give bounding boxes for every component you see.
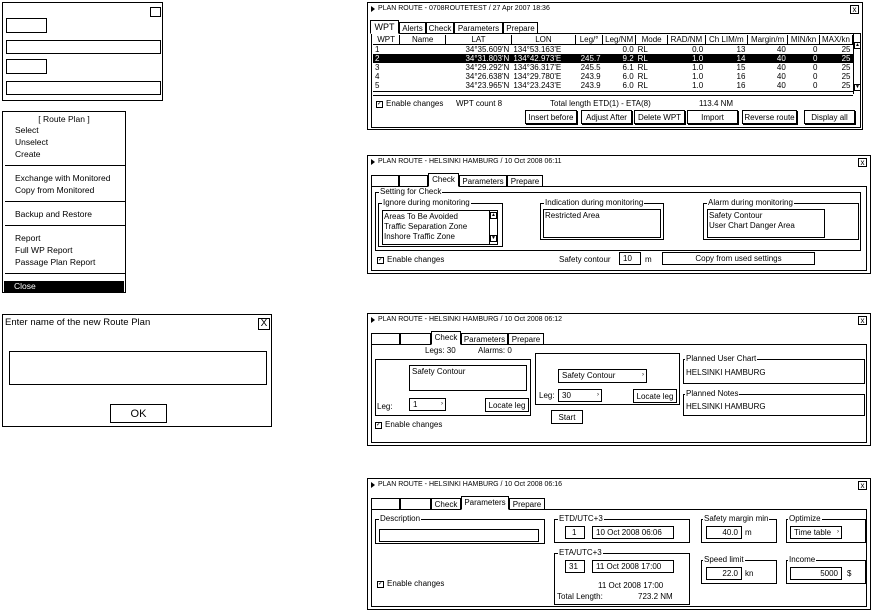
route-name-input[interactable] (9, 351, 267, 385)
table-cell: 15 (736, 63, 746, 72)
route-plan-menu (2, 111, 126, 293)
chevron-right-icon: › (597, 392, 599, 398)
column-header[interactable]: LON (511, 35, 575, 45)
tab-parameters[interactable]: Parameters (459, 175, 507, 187)
menu-separator (5, 225, 125, 226)
delete-wpt-button[interactable]: Delete WPT (634, 110, 685, 124)
planned-user-chart-label: Planned User Chart (686, 354, 757, 363)
alarm-list[interactable] (707, 209, 825, 238)
total-length-value: 723.2 NM (638, 592, 673, 601)
column-header[interactable]: Name (400, 35, 446, 45)
column-header[interactable]: Ch LIM/m (705, 35, 747, 45)
table-scrollbar[interactable] (853, 34, 861, 94)
alarms-count: Alarms: 0 (478, 346, 512, 355)
tab-check[interactable]: Check (426, 22, 454, 34)
table-cell: 9.2 (603, 54, 636, 63)
menu-backup-and-restore[interactable]: Backup and Restore (15, 209, 93, 219)
scroll-up-icon[interactable]: ▲ (491, 212, 496, 218)
table-cell: 34°35.609'N (465, 45, 510, 54)
title-arrow-icon (371, 317, 375, 323)
optimize-label: Optimize (789, 514, 821, 523)
menu-separator (5, 273, 125, 274)
table-cell: 243.9 (580, 72, 601, 81)
leg2-value: 30 (562, 391, 571, 400)
horizontal-scrollbar[interactable] (373, 91, 853, 96)
table-cell: 40 (747, 54, 787, 63)
total-length-value: 113.4 NM (699, 99, 734, 108)
enable-changes-label: Enable changes (385, 420, 443, 429)
tab-prepare[interactable]: Prepare (507, 175, 543, 187)
locate-leg2-button[interactable]: Locate leg (633, 389, 677, 403)
indication-group (540, 198, 664, 240)
leg-selector[interactable] (409, 398, 446, 411)
parameters-panel (371, 509, 867, 607)
total-length-label: Total length ETD(1) - ETA(8) (550, 99, 651, 108)
alarm-item[interactable]: User Chart Danger Area (709, 221, 795, 230)
wpt-count: WPT count 8 (456, 99, 503, 108)
etd-wpt-input[interactable]: 1 (565, 526, 585, 539)
column-header[interactable]: Leg/NM (603, 35, 636, 45)
panel-wide-field-1[interactable] (6, 40, 161, 54)
table-row[interactable] (373, 45, 853, 55)
check-panel (371, 186, 867, 271)
eta-group (554, 548, 690, 605)
safety-margin-group (701, 514, 777, 543)
table-cell: 243.9 (580, 81, 601, 90)
results-list[interactable] (409, 365, 527, 391)
setting-for-check-label: Setting for Check (380, 187, 442, 196)
title-arrow-icon (371, 6, 375, 12)
results-item[interactable]: Safety Contour (412, 367, 466, 376)
menu-unselect[interactable]: Unselect (15, 137, 49, 147)
leg2-label: Leg: (539, 391, 555, 400)
table-cell: 25 (841, 72, 851, 81)
table-cell: 6.1 (622, 63, 634, 72)
wpt-table-frame (371, 33, 861, 128)
menu-exchange-with-monitored[interactable]: Exchange with Monitored (15, 173, 111, 183)
table-cell: 134°42.973'E (511, 54, 575, 63)
eta-label: ETA/UTC+3 (559, 548, 602, 557)
etd-group (554, 514, 690, 543)
safety-contour-input[interactable]: 10 (619, 252, 641, 265)
income-group (786, 555, 866, 584)
column-header[interactable]: MIN/kn (788, 35, 820, 45)
safety-margin-label: Safety margin min (704, 514, 769, 523)
setting-for-check-group (375, 187, 861, 251)
table-cell: 0 (812, 45, 818, 54)
speed-limit-unit: kn (745, 569, 754, 578)
table-cell: 16 (736, 81, 746, 90)
table-cell: 25 (819, 54, 852, 63)
plan-route-window-check-run (367, 313, 871, 446)
leg-value: 1 (413, 400, 418, 409)
safety-contour-unit: m (645, 255, 652, 264)
table-cell: 1.0 (692, 72, 704, 81)
chevron-right-icon: › (441, 401, 443, 407)
table-cell: 134°29.780'E (513, 72, 562, 81)
table-cell (400, 81, 446, 90)
wpt-table-wrap[interactable] (373, 35, 853, 93)
alarm-type-dropdown[interactable] (558, 369, 647, 383)
table-cell (400, 72, 446, 81)
table-cell: 40 (776, 72, 786, 81)
table-cell: 0.0 (692, 45, 704, 54)
description-group (375, 514, 545, 544)
planned-notes-group (683, 389, 865, 416)
table-cell: 4 (375, 72, 380, 81)
optimize-value: Time table (794, 528, 832, 537)
menu-close[interactable]: Close (4, 281, 124, 292)
eta-date-input[interactable]: 11 Oct 2008 17:00 (592, 560, 674, 573)
table-cell: 16 (736, 72, 746, 81)
tab-prepare[interactable]: Prepare (509, 498, 545, 510)
table-cell: 2 (373, 54, 400, 63)
table-cell: 6.0 (622, 81, 634, 90)
table-cell: RL (637, 81, 648, 90)
ignore-list[interactable] (382, 210, 498, 245)
title-arrow-icon (371, 159, 375, 165)
adjust-after-button[interactable]: Adjust After (581, 110, 632, 124)
tab-alerts[interactable]: Alerts (399, 22, 426, 34)
ok-button[interactable]: OK (110, 404, 167, 423)
tab-wpt[interactable]: WPT (370, 20, 399, 34)
title-arrow-icon (371, 482, 375, 488)
enable-changes-checkbox[interactable]: ✓ (378, 257, 384, 263)
table-cell: 40 (776, 81, 786, 90)
table-cell: 40 (776, 45, 786, 54)
tab-check[interactable]: Check (431, 498, 461, 510)
alarm-item[interactable]: Safety Contour (709, 211, 763, 220)
ignore-item[interactable]: Traffic Separation Zone (384, 222, 468, 231)
enable-changes-label: Enable changes (387, 579, 445, 588)
table-cell: 14 (705, 54, 747, 63)
ignore-item[interactable]: Areas To Be Avoided (384, 212, 458, 221)
alarm-label: Alarm during monitoring (708, 198, 793, 207)
window-title: PLAN ROUTE - 0708ROUTETEST / 27 Apr 2007 18:36 (378, 5, 550, 12)
table-cell: 0 (812, 81, 818, 90)
income-input[interactable]: 5000 (790, 567, 842, 580)
table-cell (576, 45, 603, 55)
enable-changes-label: Enable changes (387, 255, 445, 264)
optimize-group (786, 514, 866, 543)
etd-date-input[interactable]: 10 Oct 2008 06:06 (592, 526, 674, 539)
menu-separator (5, 165, 125, 166)
menu-passage-plan-report[interactable]: Passage Plan Report (15, 257, 96, 267)
enable-changes-checkbox[interactable]: ✓ (377, 101, 383, 107)
leg-label: Leg: (377, 402, 393, 411)
column-header[interactable]: Mode (636, 35, 668, 45)
ignore-scrollbar[interactable] (489, 211, 497, 244)
description-input[interactable] (379, 529, 539, 542)
ignore-label: Ignore during monitoring (383, 198, 470, 207)
indication-label: Indication during monitoring (545, 198, 644, 207)
table-cell: 1 (375, 45, 380, 54)
table-cell: RL (637, 72, 648, 81)
column-header[interactable]: WPT (373, 35, 400, 45)
menu-title: [ Route Plan ] (38, 114, 90, 124)
close-icon[interactable]: x (858, 481, 867, 490)
display-all-button[interactable]: Display all (804, 110, 855, 124)
panel-wide-field-2[interactable] (6, 81, 161, 95)
ignore-item[interactable]: Inshore Traffic Zone (384, 232, 455, 241)
eta-calculated: 11 Oct 2008 17:00 (598, 581, 664, 590)
table-cell: 1.0 (692, 81, 704, 90)
indication-list[interactable] (543, 209, 661, 238)
panel-close-box[interactable] (150, 7, 161, 17)
tab-parameters[interactable]: Parameters (454, 22, 503, 34)
tab-check[interactable]: Check (431, 331, 461, 345)
dialog-title: Enter name of the new Route Plan (5, 317, 151, 328)
table-cell: 245.7 (576, 54, 603, 63)
table-cell: 1.0 (668, 54, 706, 63)
window-title: PLAN ROUTE - HELSINKI HAMBURG / 10 Oct 2008 06:12 (378, 316, 563, 323)
table-cell: 134°36.317'E (513, 63, 562, 72)
indication-item[interactable]: Restricted Area (545, 211, 600, 220)
column-header[interactable]: Margin/m (747, 35, 787, 45)
safety-margin-unit: m (745, 528, 752, 537)
table-cell: RL (637, 63, 648, 72)
planned-notes-label: Planned Notes (686, 389, 739, 398)
menu-select[interactable]: Select (15, 125, 39, 135)
speed-limit-input[interactable]: 22.0 (706, 567, 742, 580)
wpt-table[interactable] (373, 35, 853, 90)
close-icon[interactable]: x (858, 158, 867, 167)
scroll-down-icon[interactable]: ▼ (855, 84, 860, 90)
column-header[interactable]: MAX/kn (819, 35, 852, 45)
panel-small-field-2[interactable] (6, 59, 47, 74)
locate-leg-button[interactable]: Locate leg (485, 398, 529, 412)
etd-label: ETD/UTC+3 (559, 514, 603, 523)
table-cell: 13 (736, 45, 746, 54)
close-icon[interactable]: x (850, 5, 859, 14)
planned-notes-value: HELSINKI HAMBURG (686, 402, 766, 411)
table-cell: 134°53.163'E (513, 45, 562, 54)
menu-full-wp-report[interactable]: Full WP Report (15, 245, 73, 255)
table-cell: 245.5 (580, 63, 601, 72)
table-cell: 5 (375, 81, 380, 90)
new-route-name-dialog (2, 314, 272, 427)
safety-contour-label: Safety contour (559, 255, 611, 264)
window-title: PLAN ROUTE - HELSINKI HAMBURG / 10 Oct 2008 06:16 (378, 481, 563, 488)
description-label: Description (380, 514, 421, 523)
table-row[interactable] (373, 63, 853, 72)
plan-route-window-wpt (367, 2, 863, 130)
table-row[interactable] (373, 81, 853, 90)
tab-check[interactable]: Check (428, 173, 459, 187)
table-cell: 34°23.965'N (465, 81, 510, 90)
table-cell: 134°23.243'E (513, 81, 562, 90)
insert-before-button[interactable]: Insert before (525, 110, 577, 124)
menu-separator (5, 201, 125, 202)
alarm-run-group (535, 353, 680, 405)
tab-prepare[interactable]: Prepare (508, 333, 544, 345)
leg2-selector[interactable] (558, 389, 602, 402)
planned-user-chart-value: HELSINKI HAMBURG (686, 368, 766, 377)
table-cell: 25 (841, 63, 851, 72)
speed-limit-group (701, 555, 777, 584)
start-button[interactable]: Start (551, 410, 583, 424)
tab-parameters[interactable]: Parameters (461, 496, 509, 510)
table-cell: 40 (776, 63, 786, 72)
table-cell: 34°31.803'N (446, 54, 512, 63)
reverse-route-button[interactable]: Reverse route (742, 110, 797, 124)
table-row[interactable] (373, 72, 853, 81)
total-length-label: Total Length: (557, 592, 603, 601)
table-cell (400, 45, 446, 55)
check-run-panel (371, 344, 867, 443)
table-cell: 6.0 (622, 72, 634, 81)
chevron-right-icon: › (837, 529, 839, 535)
results-group (375, 359, 531, 416)
table-cell: 0 (812, 63, 818, 72)
import-button[interactable]: Import (687, 110, 738, 124)
column-header[interactable]: Leg/° (576, 35, 603, 45)
eta-wpt-input[interactable]: 31 (565, 560, 585, 573)
safety-margin-input[interactable]: 40.0 (706, 526, 742, 539)
tab-prepare[interactable]: Prepare (503, 22, 538, 34)
table-cell: 25 (841, 45, 851, 54)
table-cell: RL (637, 45, 648, 54)
enable-changes-label: Enable changes (386, 99, 444, 108)
income-unit: $ (847, 569, 852, 578)
income-label: Income (789, 555, 816, 564)
close-icon[interactable]: x (858, 316, 867, 325)
menu-copy-from-monitored[interactable]: Copy from Monitored (15, 185, 95, 195)
table-cell: 0.0 (622, 45, 634, 54)
menu-report[interactable]: Report (15, 233, 41, 243)
ignore-group (378, 198, 503, 247)
plan-route-window-check-settings (367, 155, 871, 274)
legs-count: Legs: 30 (425, 346, 456, 355)
speed-limit-label: Speed limit (704, 555, 744, 564)
table-row[interactable] (373, 54, 853, 63)
table-cell (400, 63, 446, 72)
copy-from-used-settings-button[interactable]: Copy from used settings (662, 252, 815, 265)
selection-panel (2, 2, 163, 101)
table-cell: 0 (788, 54, 820, 63)
scroll-down-icon[interactable]: ▼ (491, 235, 496, 241)
close-icon[interactable]: X (258, 318, 270, 330)
planned-user-chart-group (683, 354, 865, 384)
column-header[interactable]: RAD/NM (668, 35, 706, 45)
table-cell: RL (636, 54, 668, 63)
table-cell (400, 54, 446, 63)
plan-route-window-parameters (367, 478, 871, 610)
table-cell: 3 (375, 63, 380, 72)
column-header[interactable]: LAT (446, 35, 512, 45)
enable-changes-checkbox[interactable]: ✓ (376, 422, 382, 428)
chevron-right-icon: › (642, 372, 644, 378)
table-cell: 1.0 (692, 63, 704, 72)
table-cell: 34°26.638'N (465, 72, 510, 81)
panel-small-field-1[interactable] (6, 18, 47, 33)
table-cell: 25 (841, 81, 851, 90)
table-cell: 34°29.292'N (465, 63, 510, 72)
optimize-dropdown[interactable] (790, 526, 842, 539)
tab-parameters[interactable]: Parameters (461, 333, 508, 345)
enable-changes-checkbox[interactable]: ✓ (378, 581, 384, 587)
table-cell: 0 (812, 72, 818, 81)
scroll-up-icon[interactable]: ▲ (855, 42, 860, 48)
alarm-group (703, 198, 859, 240)
alarm-type-value: Safety Contour (562, 371, 616, 380)
menu-create[interactable]: Create (15, 149, 41, 159)
window-title: PLAN ROUTE - HELSINKI HAMBURG / 10 Oct 2008 06:11 (378, 158, 562, 165)
